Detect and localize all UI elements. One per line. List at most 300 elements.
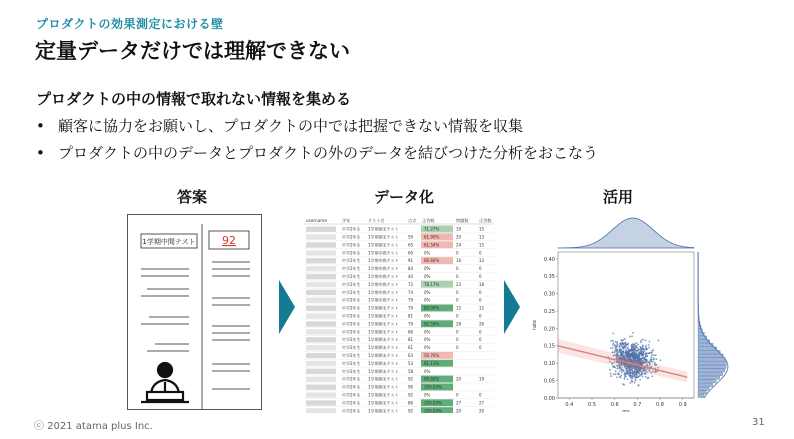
table-cell: 60 [408,250,414,256]
blurred-username [306,274,336,279]
scatter-point [617,349,619,351]
x-axis-label: ms [622,409,630,412]
scatter-point [645,355,647,357]
table-cell: 20 [456,408,462,413]
scatter-point [634,382,636,384]
table-cell: 100.00% [424,408,442,413]
table-cell: 1学期中間テスト [368,258,399,264]
bullet-marker: • [36,117,45,135]
table-cell: 0 [456,345,459,351]
table-cell: 0 [456,392,459,398]
score-text: 92 [222,234,236,247]
y-tick-label: 0.15 [543,343,555,350]
scatter-point [615,370,617,372]
scatter-point [645,359,647,361]
table-cell: 1学期期末テスト [368,226,399,232]
blurred-username [306,258,336,263]
table-cell: 15 [456,305,462,311]
table-cell: 0 [456,329,459,335]
answer-label: 答案 [176,188,207,206]
blurred-username [306,408,336,413]
scatter-point [631,335,633,337]
scatter-point [629,382,631,384]
scatter-point [655,354,657,356]
table-cell: 40 [408,274,414,279]
scatter-point [621,346,623,348]
table-cell: 0 [456,250,459,256]
hist-bar [698,354,723,357]
table-cell: 中学2年生 [342,368,361,374]
scatter-point [641,349,643,351]
table-cell: 19 [479,376,485,382]
table-cell: 1学期期末テスト [368,337,399,343]
scatter-point [636,347,638,349]
table-cell: 92 [408,408,414,413]
scatter-point [619,370,621,372]
table-cell: 16 [456,258,462,264]
table-header: 正答数 [479,218,492,223]
copyright-text: ⓒ 2021 atama plus Inc. [34,421,153,432]
scatter-point [639,375,641,377]
scatter-point [635,378,637,380]
table-cell: 66.60% [424,258,440,264]
scatter-point [637,376,639,378]
y-tick-label: 0.40 [543,256,555,263]
table-cell: 中学2年生 [342,376,361,382]
table-header: 正答数 [422,218,435,223]
scatter-point [616,344,618,346]
y-tick-label: 0.05 [543,378,555,385]
scatter-point [639,379,641,381]
table-cell: 1学期中間テスト [368,297,399,303]
table-cell: 中学2年生 [342,226,361,232]
scatter-point [629,354,631,356]
table-cell: 26 [479,321,485,327]
scatter-point [627,379,629,381]
hist-bar [698,387,709,390]
scatter-point [614,341,616,343]
blurred-username [306,242,336,247]
scatter-point [620,377,622,379]
blurred-username [306,329,336,334]
table-cell: 91 [408,258,414,264]
table-cell: 1学期期末テスト [368,400,399,406]
table-cell: 1学期中間テスト [368,266,399,272]
table-cell: 96 [408,384,414,390]
table-cell: 13 [479,234,485,240]
table-cell: 0% [424,266,431,272]
table-cell: 中学2年生 [342,353,361,358]
table-cell: 79 [408,321,414,327]
table-cell: 中学2年生 [342,234,361,240]
scatter-point [659,359,661,361]
table-cell: 27 [479,400,485,406]
table-cell: 0 [456,313,459,319]
table-cell: 0% [424,297,431,303]
scatter-point [655,358,657,360]
scatter-point [649,341,651,343]
table-header: 問題数 [456,218,469,223]
blurred-username [306,345,336,350]
hist-bar [698,383,713,386]
table-cell: 28 [456,321,462,327]
scatter-point [635,342,637,344]
scatter-point [631,353,633,355]
scatter-point [645,346,647,348]
scatter-point [621,375,623,377]
scatter-point [638,351,640,353]
table-cell: 中学2年生 [342,360,361,366]
table-cell: 1学期期末テスト [368,408,399,413]
scatter-point [652,361,654,363]
hist-bar [698,394,704,397]
blurred-username [306,321,336,326]
scatter-point [630,349,632,351]
scatter-point [632,375,634,377]
table-cell: 63 [408,353,414,358]
scatter-point [621,371,623,373]
table-cell: 0% [424,289,431,295]
table-cell: 中学2年生 [342,384,361,390]
table-cell: 1学期期末テスト [368,329,399,335]
table-cell: 0% [424,313,431,319]
y-tick-label: 0.00 [543,395,555,402]
scatter-point [618,346,620,348]
blurred-username [306,392,336,397]
scatter-point [651,375,653,377]
table-cell: 1学期期末テスト [368,368,399,374]
table-cell: 61.54% [424,242,440,248]
table-cell: 81.11% [424,360,440,366]
scatter-point [610,373,612,375]
scatter-point [630,377,632,379]
scatter-point [642,375,644,377]
hist-bar [698,380,716,383]
table-cell: 中学2年生 [342,266,361,272]
table-cell: 1学期期末テスト [368,360,399,366]
table-cell: 61.90% [424,234,440,240]
scatter-point [634,349,636,351]
table-cell: 0% [424,368,431,374]
table-cell: 中学2年生 [342,258,361,264]
table-cell: 100.00% [424,400,442,406]
scatter-point [632,343,634,345]
table-cell: 15 [479,242,485,248]
hist-bar [698,369,725,372]
scatter-point [640,340,642,342]
hist-bar [698,358,725,361]
use-label: 活用 [602,188,633,206]
table-header: 点点 [408,218,417,223]
hist-bar [698,391,706,394]
arrow-right-icon [502,278,522,336]
table-cell: 1学期期末テスト [368,345,399,351]
scatter-point [609,369,611,371]
subheading: プロダクトの中の情報で取れない情報を集める [36,90,352,108]
table-cell: 中学2年生 [342,392,361,398]
hist-bar [698,351,720,354]
table-cell: 1学期中間テスト [368,250,399,256]
table-cell: 15 [479,226,485,232]
blurred-username [306,369,336,374]
scatter-point [651,354,653,356]
table-cell: 79 [408,305,414,311]
table-cell: 0 [479,337,482,343]
table-cell: 92 [408,376,414,382]
bullet-marker: • [36,144,45,162]
table-cell: 中学2年生 [342,274,361,279]
scatter-point [622,351,624,353]
x-tick-label: 0.5 [588,402,596,408]
blurred-username [306,337,336,342]
table-cell: 13 [479,258,485,264]
scatter-point [648,344,650,346]
scatter-point [653,357,655,359]
bullet-text: プロダクトの中のデータとプロダクトの外のデータを結びつけた分析をおこなう [58,144,599,162]
table-cell: 0% [424,329,431,335]
scatter-point [614,351,616,353]
table-cell: 27 [456,400,462,406]
table-cell: 中学2年生 [342,289,361,295]
table-cell: 1学期期末テスト [368,384,399,390]
scatter-point [651,352,653,354]
scatter-point [624,342,626,344]
scatter-point [627,347,629,349]
blurred-username [306,306,336,311]
table-cell: 80.00% [424,305,440,311]
table-cell: 0% [424,337,431,343]
table-cell: 中学2年生 [342,408,361,413]
scatter-point [621,342,623,344]
table-cell: 18 [479,281,485,287]
table-cell: 0 [456,274,459,279]
scatter-point [624,338,626,340]
scatter-point [631,381,633,383]
scatter-point [638,349,640,351]
scatter-point [641,351,643,353]
table-header: 学年 [342,218,351,223]
scatter-point [632,372,634,374]
slide-title: 定量データだけでは理解できない [35,39,350,63]
y-tick-label: 0.25 [543,308,555,315]
blurred-username [306,298,336,303]
scatter-point [645,339,647,341]
scatter-point [610,347,612,349]
table-cell: 90.60% [424,376,440,382]
scatter-point [623,348,625,350]
table-cell: 0% [424,274,431,279]
page-number: 31 [752,417,765,428]
scatter-point [612,344,614,346]
table-cell: 20 [456,376,462,382]
scatter-point [627,351,629,353]
table-cell: 中学2年生 [342,281,361,287]
table-cell: 中学2年生 [342,250,361,256]
blurred-username [306,353,336,358]
y-axis-label: rate [532,319,538,331]
scatter-point [612,333,614,335]
marginal-y-hist [698,252,726,398]
blurred-username [306,266,336,271]
scatter-point [640,341,642,343]
blurred-username [306,385,336,390]
table-cell: 0% [424,345,431,351]
scatter-point [613,366,615,368]
scatter-point [644,352,646,354]
table-cell: 0 [456,266,459,272]
table-cell: 0 [456,289,459,295]
scatter-point [652,349,654,351]
arrow-right-icon [277,278,297,336]
table-cell: 84 [408,266,414,272]
scatter-point [635,345,637,347]
table-cell: 1学期期末テスト [368,376,399,382]
table-cell: 1学期中間テスト [368,274,399,279]
table-cell: 0% [424,250,431,256]
hist-bar [698,376,720,379]
scatter-point [642,339,644,341]
table-cell: 0 [456,337,459,343]
scatter-point [658,340,660,342]
data-table [304,213,494,413]
scatter-point [642,346,644,348]
kicker-text: プロダクトの効果測定における壁 [36,17,224,31]
x-tick-label: 0.9 [678,402,687,408]
scatter-point [623,384,625,386]
table-cell: 1学期中間テスト [368,289,399,295]
table-cell: 100.00% [424,384,442,390]
table-cell: 中学2年生 [342,321,361,327]
scatter-point [632,356,634,358]
y-tick-label: 0.35 [543,274,555,281]
scatter-point [625,346,627,348]
table-cell: 65 [408,242,414,248]
table-cell: 1学期期末テスト [368,321,399,327]
scatter-point [621,340,623,342]
hist-bar [698,362,726,365]
scatter-point [624,375,626,377]
bullet-text: 顧客に協力をお願いし、プロダクトの中では把握できない情報を収集 [58,117,524,135]
scatter-point [616,351,618,353]
scatter-point [635,352,637,354]
x-tick-label: 0.7 [633,402,642,408]
table-cell: 86 [408,400,414,406]
scatter-chart [532,212,732,412]
blurred-username [306,400,336,405]
table-cell: 66 [408,329,414,335]
table-cell: 61 [408,345,414,351]
table-cell: 1学期期末テスト [368,305,399,311]
table-cell: 0 [479,250,482,256]
x-tick-label: 0.4 [565,402,574,408]
data-label: データ化 [373,188,434,206]
marginal-x-kde [558,218,694,248]
blurred-username [306,227,336,232]
table-cell: 20 [479,408,485,413]
scatter-point [632,332,634,334]
scatter-point [647,377,649,379]
test-title-text: 1学期中間テスト [142,238,196,246]
bullet-item [36,115,523,136]
scatter-point [627,354,629,356]
scatter-point [617,367,619,369]
scatter-point [653,354,655,356]
scatter-point [624,353,626,355]
scatter-point [638,384,640,386]
table-cell: 81 [408,337,414,343]
table-cell: 58 [408,368,414,374]
y-tick-label: 0.20 [543,326,555,333]
scatter-point [646,348,648,350]
scatter-point [646,352,648,354]
blurred-username [306,234,336,239]
scatter-point [650,358,652,360]
table-cell: 中学2年生 [342,305,361,311]
table-cell: 12 [479,305,485,311]
scatter-point [633,356,635,358]
table-cell: 0 [479,266,482,272]
scatter-point [618,373,620,375]
scatter-point [616,346,618,348]
table-cell: 中学2年生 [342,400,361,406]
table-cell: 53 [408,360,414,366]
scatter-point [645,376,647,378]
table-cell: 1学期期末テスト [368,242,399,248]
table-cell: 78.17% [424,281,440,287]
table-cell: 92.59% [424,321,440,327]
blurred-username [306,290,336,295]
table-cell: 1学期期末テスト [368,392,399,398]
scatter-point [619,343,621,345]
scatter-point [616,376,618,378]
scatter-point [637,344,639,346]
blurred-username [306,250,336,255]
scatter-point [639,372,641,374]
scatter-point [613,373,615,375]
table-cell: 74 [408,289,414,295]
scatter-point [631,345,633,347]
y-tick-label: 0.10 [543,361,555,368]
scatter-point [648,353,650,355]
table-cell: 1学期期末テスト [368,234,399,240]
scatter-point [638,355,640,357]
table-cell: 中学2年生 [342,337,361,343]
scatter-point [634,355,636,357]
scatter-point [629,375,631,377]
x-tick-label: 0.8 [656,402,664,408]
table-cell: 1学期中間テスト [368,281,399,287]
x-tick-label: 0.6 [610,402,619,408]
table-cell: 0 [479,297,482,303]
blurred-username [306,361,336,366]
table-cell: 59 [408,234,414,240]
table-header: テスト名 [368,218,385,223]
table-cell: 0% [424,392,431,398]
scatter-point [636,357,638,359]
table-cell: 1学期期末テスト [368,353,399,358]
hist-bar [698,372,723,375]
scatter-point [637,354,639,356]
table-cell: 中学2年生 [342,242,361,248]
scatter-point [625,348,627,350]
blurred-username [306,313,336,318]
scatter-point [610,375,612,377]
table-cell: 中学2年生 [342,329,361,335]
scatter-point [615,348,617,350]
scatter-point [612,340,614,342]
table-cell: 56.76% [424,353,440,358]
scatter-point [641,358,643,360]
